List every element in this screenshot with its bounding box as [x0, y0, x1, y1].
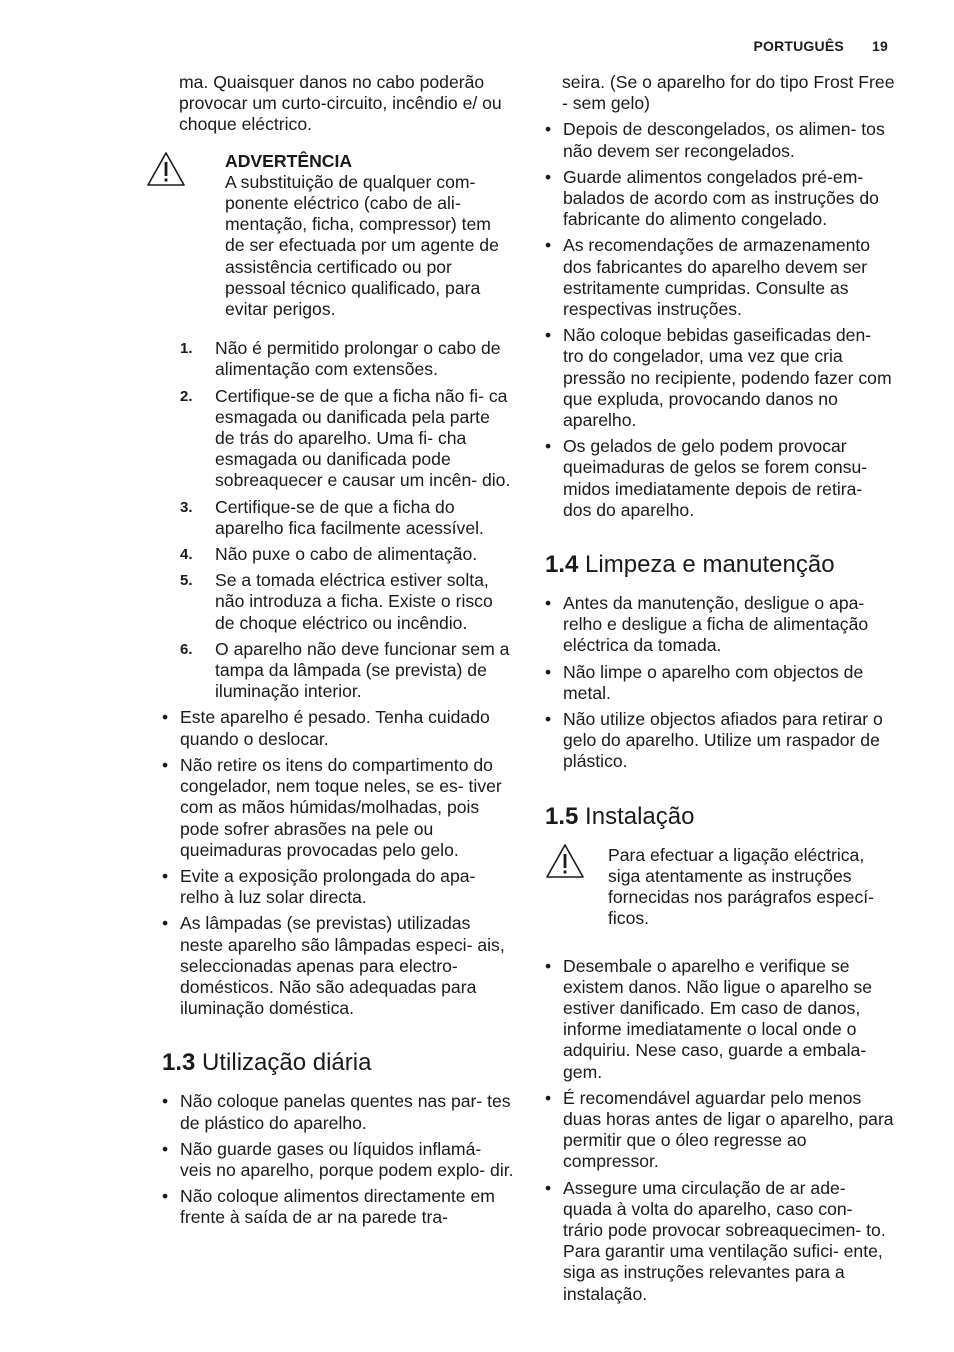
warning-text: Para efectuar a ligação eléctrica, siga atentamente as instruções fornecidas nos parágrafos especí- ficos.	[608, 844, 875, 929]
warning-triangle-icon	[146, 151, 186, 187]
section-title: Instalação	[585, 802, 695, 830]
language-label: PORTUGUÊS	[753, 38, 844, 54]
numbered-list	[162, 338, 514, 702]
numbered-item	[162, 544, 514, 565]
section-number: 1.3	[162, 1049, 196, 1077]
bullet-list	[162, 707, 514, 1019]
item-text: Se a tomada eléctrica estiver solta, não introduza a ficha. Existe o risco de choque eléctrico ou incêndio.	[215, 570, 493, 633]
page-header	[753, 38, 888, 54]
page-number: 19	[872, 38, 888, 54]
warning-title: ADVERTÊNCIA	[225, 150, 353, 171]
list-item: • Este aparelho é pesado. Tenha cuidado quando o deslocar.	[162, 707, 514, 749]
item-number: 3.	[180, 498, 193, 516]
item-text: O aparelho não deve funcionar sem a tampa da lâmpada (se prevista) de iluminação interior.	[215, 638, 510, 702]
list-item: • Evite a exposição prolongada do apa- relho à luz solar directa.	[162, 866, 514, 908]
list-item: • Desembale o aparelho e verifique se existem danos. Não ligue o aparelho se estiver danificado. Em caso de danos, informe imediatamente o local onde o adquiriu. Nese caso, guarde a embala- gem.	[545, 956, 895, 1083]
list-item: • As lâmpadas (se previstas) utilizadas neste aparelho são lâmpadas especi- ais, seleccionadas apenas para electro- domésticos. Não são adequadas para iluminação doméstica.	[162, 913, 514, 1019]
list-item: • Não retire os itens do compartimento do congelador, nem toque neles, se es- tiver com as mãos húmidas/molhadas, pois pode sofrer abrasões na pele ou queimaduras provocadas pelo gelo.	[162, 755, 514, 861]
list-item: • Antes da manutenção, desligue o apa- relho e desligue a ficha de alimentação eléctrica da tomada.	[545, 593, 895, 657]
list-item: • As recomendações de armazenamento dos fabricantes do aparelho devem ser estritamente cumpridas. Consulte as respectivas instruções.	[545, 235, 895, 320]
item-number: 6.	[180, 640, 193, 658]
bullet-list	[545, 956, 895, 1305]
item-number: 4.	[180, 546, 193, 564]
right-column	[545, 72, 895, 1310]
left-column	[162, 72, 514, 1234]
list-item: • Não guarde gases ou líquidos inflamá- veis no aparelho, porque podem explo- dir.	[162, 1139, 514, 1181]
list-item: • Não coloque panelas quentes nas par- tes de plástico do aparelho.	[162, 1091, 514, 1133]
bullet-list	[545, 593, 895, 773]
item-text: Não puxe o cabo de alimentação.	[215, 544, 478, 565]
list-item: • Não utilize objectos afiados para retirar o gelo do aparelho. Utilize um raspador de plástico.	[545, 709, 895, 773]
item-text: Não é permitido prolongar o cabo de alimentação com extensões.	[215, 338, 501, 380]
numbered-item	[162, 386, 514, 492]
section-title: Limpeza e manutenção	[585, 551, 835, 579]
warning-triangle-icon	[545, 843, 585, 879]
numbered-item	[162, 497, 514, 539]
section-title: Utilização diária	[202, 1049, 372, 1077]
item-number: 1.	[180, 340, 193, 358]
warning-block	[162, 151, 514, 321]
section-number: 1.4	[545, 551, 579, 579]
item-text: Certifique-se de que a ficha não fi- ca esmagada ou danificada pela parte de trás do aparelho. Uma fi- cha esmagada ou danificada pode sobreaquecer e causar um incên- dio.	[215, 385, 511, 491]
warning-text: A substituição de qualquer com- ponente eléctrico (cabo de ali- mentação, ficha, compressor) tem de ser efectuada por um agente de assistência certificado ou por pessoal técnico qualificado, para evitar perigos.	[225, 171, 499, 320]
list-item: • Depois de descongelados, os alimen- tos não devem ser recongelados.	[545, 119, 895, 161]
intro-paragraph: ma. Quaisquer danos no cabo poderão provocar um curto-circuito, incêndio e/ ou choque eléctrico.	[179, 72, 502, 135]
list-item: • Não coloque alimentos directamente em frente à saída de ar na parede tra-	[162, 1186, 514, 1228]
numbered-item	[162, 639, 514, 703]
section-heading-1-5	[545, 803, 895, 831]
section-heading-1-3	[162, 1049, 514, 1077]
list-item: • Os gelados de gelo podem provocar queimaduras de gelos se forem consu- midos imediatamente depois de retira- dos do aparelho.	[545, 436, 895, 521]
section-number: 1.5	[545, 802, 579, 830]
bullet-list	[545, 119, 895, 521]
list-item: • É recomendável aguardar pelo menos duas horas antes de ligar o aparelho, para permitir que o óleo regresse ao compressor.	[545, 1088, 895, 1173]
list-item: • Assegure uma circulação de ar ade- quada à volta do aparelho, caso con- trário pode provocar sobreaquecimen- to. Para garantir uma ventilação sufici- ente, siga as instruções relevantes para a instalação.	[545, 1178, 895, 1305]
list-item: • Guarde alimentos congelados pré-em- balados de acordo com as instruções do fabricante do alimento congelado.	[545, 167, 895, 231]
section-heading-1-4	[545, 551, 895, 579]
numbered-item	[162, 338, 514, 380]
bullet-list	[162, 1091, 514, 1228]
item-text: Certifique-se de que a ficha do aparelho fica facilmente acessível.	[215, 496, 484, 538]
warning-block	[545, 845, 895, 930]
list-item: • Não limpe o aparelho com objectos de metal.	[545, 662, 895, 704]
continuation-paragraph: seira. (Se o aparelho for do tipo Frost Free - sem gelo)	[562, 72, 895, 114]
numbered-item	[162, 570, 514, 634]
item-number: 5.	[180, 572, 193, 590]
item-number: 2.	[180, 387, 193, 405]
list-item: • Não coloque bebidas gaseificadas den- tro do congelador, uma vez que cria pressão no recipiente, podendo fazer com que expluda, provocando danos no aparelho.	[545, 325, 895, 431]
